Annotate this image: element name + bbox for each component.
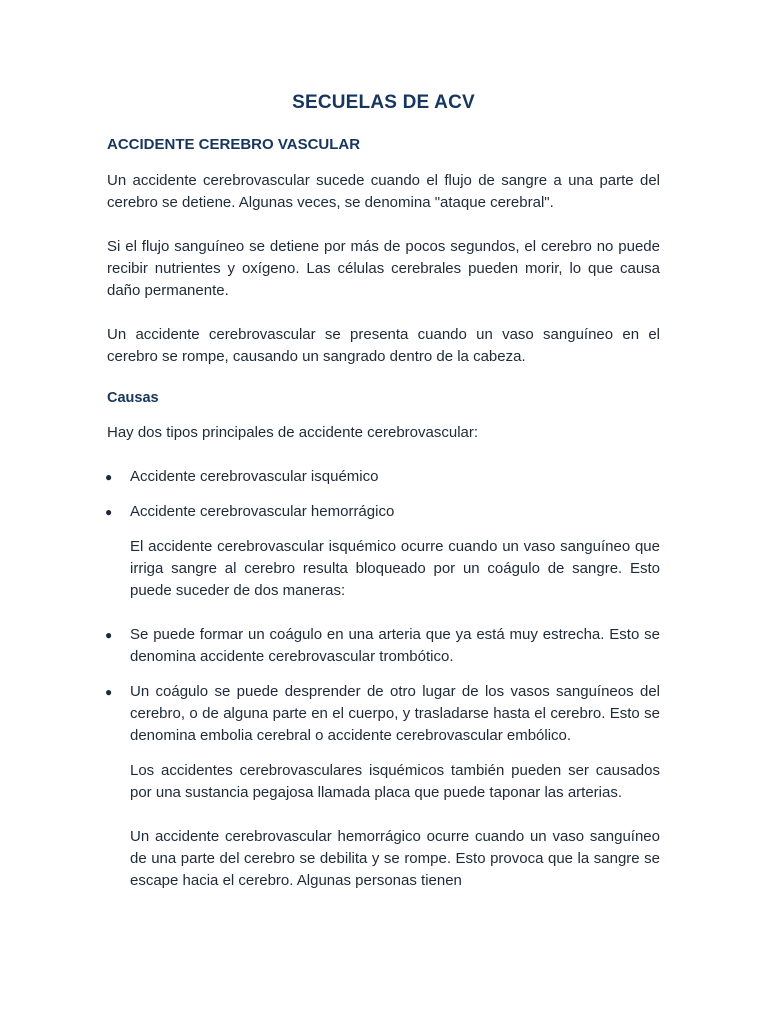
section-heading: ACCIDENTE CEREBRO VASCULAR <box>107 136 361 153</box>
intro-paragraph: Un accidente cerebrovascular se presenta cuando un vaso sanguíneo en el cerebro se rompe, causando un sangrado dentro de la cabeza. <box>107 326 660 365</box>
list-item-text: Accidente cerebrovascular hemorrágico <box>130 503 395 520</box>
bullet-icon: ● <box>105 505 113 519</box>
causes-intro: Hay dos tipos principales de accidente cerebrovascular: <box>107 424 479 441</box>
bullet-icon: ● <box>105 628 113 642</box>
bullet-icon: ● <box>105 685 113 699</box>
plaque-paragraph: Los accidentes cerebrovasculares isquémicos también pueden ser causados por una sustancia pegajosa llamada placa que puede taponar las arterias. <box>130 762 660 801</box>
intro-paragraph: Si el flujo sanguíneo se detiene por más de pocos segundos, el cerebro no puede recibir nutrientes y oxígeno. Las células cerebrales pueden morir, lo que causa daño permanente. <box>107 238 660 299</box>
bullet-icon: ● <box>105 470 113 484</box>
list-item-text: Accidente cerebrovascular isquémico <box>130 468 379 485</box>
document-title: SECUELAS DE ACV <box>292 92 475 113</box>
list-item <box>107 624 660 668</box>
list-item <box>107 501 660 523</box>
causes-heading: Causas <box>107 390 159 406</box>
clot-ways-list <box>107 624 660 747</box>
list-item <box>107 466 660 488</box>
stroke-types-list <box>107 466 660 523</box>
list-item <box>107 681 660 747</box>
hemorrhagic-paragraph: Un accidente cerebrovascular hemorrágico ocurre cuando un vaso sanguíneo de una parte del cerebro se debilita y se rompe. Esto provoca que la sangre se escape hacia el cerebro. Algunas personas tienen <box>130 828 660 889</box>
intro-paragraph: Un accidente cerebrovascular sucede cuando el flujo de sangre a una parte del cerebro se detiene. Algunas veces, se denomina "ataque cerebral". <box>107 172 660 211</box>
list-item-text: Se puede formar un coágulo en una arteria que ya está muy estrecha. Esto se denomina accidente cerebrovascular trombótico. <box>130 626 660 665</box>
list-item-text: Un coágulo se puede desprender de otro lugar de los vasos sanguíneos del cerebro, o de alguna parte en el cuerpo, y trasladarse hasta el cerebro. Esto se denomina embolia cerebral o accidente cerebrovascular embólico. <box>130 683 660 744</box>
document-body <box>107 92 660 914</box>
ischemic-paragraph: El accidente cerebrovascular isquémico ocurre cuando un vaso sanguíneo que irriga sangre al cerebro resulta bloqueado por un coágulo de sangre. Esto puede suceder de dos maneras: <box>130 538 660 599</box>
